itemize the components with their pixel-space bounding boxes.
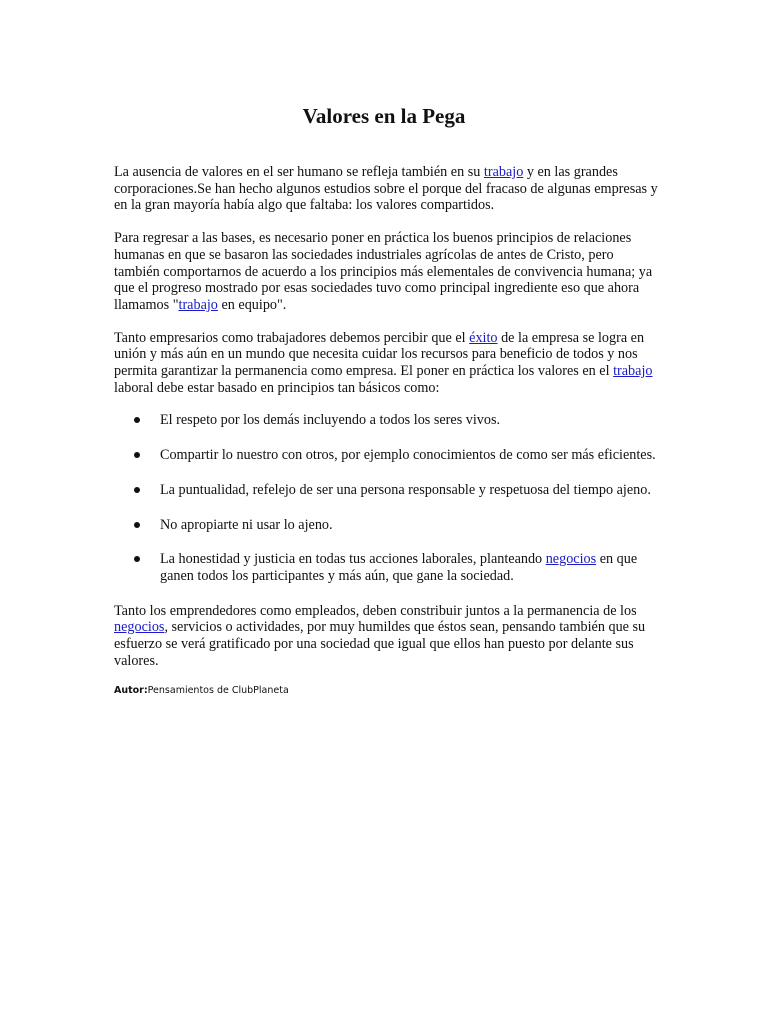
paragraph-3-text-b: de la empresa se logra en unión y más aún en un mundo que necesita cuidar los recursos para beneficio de todos y nos permita garantizar la permanencia como empresa. El poner en práctica los valores en el (114, 329, 645, 380)
paragraph-3 (114, 330, 659, 397)
list-item (114, 482, 659, 499)
paragraph-2-text-b: en equipo". (217, 296, 287, 313)
link-exito[interactable]: éxito (469, 329, 498, 346)
principles-list (114, 412, 659, 584)
list-item-text: Compartir lo nuestro con otros, por ejemplo conocimientos de como ser más eficientes. (160, 447, 656, 464)
list-item-text-a: La honestidad y justicia en todas tus acciones laborales, planteando (160, 551, 546, 568)
bullet-icon (134, 417, 140, 423)
bullet-icon (134, 487, 140, 493)
bullet-icon (134, 452, 140, 458)
list-item (114, 447, 659, 464)
author-line (114, 685, 659, 697)
paragraph-3-text-c: laboral debe estar basado en principios tan básicos como: (114, 379, 440, 396)
list-item (114, 412, 659, 429)
list-item-text-b: en que ganen todos los participantes y más aún, que gane la sociedad. (160, 551, 638, 584)
list-item-text: La puntualidad, refelejo de ser una persona responsable y respetuosa del tiempo ajeno. (160, 481, 651, 498)
document-title: Valores en la Pega (302, 104, 466, 128)
list-item (114, 517, 659, 534)
paragraph-4-text-a: Tanto los emprendedores como empleados, deben constribuir juntos a la permanencia de los (114, 602, 637, 619)
paragraph-2 (114, 230, 659, 314)
author-name: Pensamientos de ClubPlaneta (147, 685, 289, 697)
paragraph-1-text-b: y en las grandes corporaciones.Se han hecho algunos estudios sobre el porque del fracaso de algunas empresas y en la gran mayoría había algo que faltaba: los valores compartidos. (114, 164, 658, 214)
paragraph-4-text-b: , servicios o actividades, por muy humildes que éstos sean, pensando también que su esfuerzo se verá gratificado por una sociedad que igual que ellos han puesto por delante sus valores. (114, 619, 646, 669)
bullet-icon (134, 522, 140, 528)
link-trabajo-laboral[interactable]: trabajo (613, 363, 653, 380)
bullet-icon (134, 556, 140, 562)
list-item (114, 551, 659, 584)
link-negocios[interactable]: negocios (545, 551, 597, 568)
author-label: Autor: (114, 685, 148, 697)
paragraph-1 (114, 164, 659, 214)
list-item-text: El respeto por los demás incluyendo a todos los seres vivos. (160, 412, 501, 429)
link-negocios-2[interactable]: negocios (114, 619, 165, 636)
link-trabajo[interactable]: trabajo (483, 164, 524, 180)
paragraph-4 (114, 603, 659, 670)
paragraph-1-text-a: La ausencia de valores en el ser humano se refleja también en su (114, 164, 484, 180)
list-item-text: No apropiarte ni usar lo ajeno. (160, 516, 333, 533)
document-body (114, 164, 659, 697)
paragraph-2-text-a: Para regresar a las bases, es necesario poner en práctica los buenos principios de relaciones humanas en que se basaron las sociedades industriales agrícolas de antes de Cristo, pero también comportarnos de acuerdo a los principios más elementales de convivencia humana; ya que el progreso mostrado por esas sociedades tuvo como principal ingrediente eso que ahora llamamos " (114, 230, 653, 313)
link-trabajo-equipo[interactable]: trabajo (178, 296, 218, 313)
paragraph-3-text-a: Tanto empresarios como trabajadores debemos percibir que el (114, 329, 470, 346)
